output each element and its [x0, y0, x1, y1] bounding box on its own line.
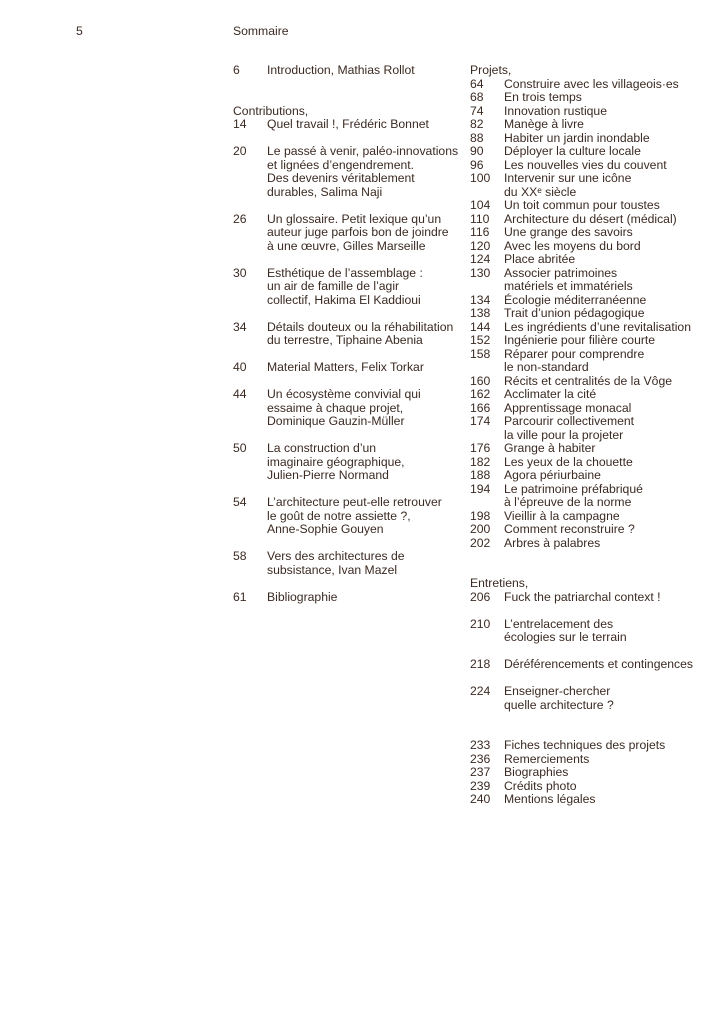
toc-entry-title: Comment reconstruire ? — [504, 522, 635, 536]
toc-page-number: 236 — [470, 751, 491, 766]
toc-entry[interactable] — [233, 118, 478, 132]
toc-entry-title: Apprentissage monacal — [504, 400, 632, 415]
toc-entry-title: Esthétique de l’assemblage : un air de famille de l’agir collectif, Hakima El Kaddioui — [267, 265, 423, 307]
toc-entry[interactable] — [233, 591, 478, 605]
toc-entry[interactable] — [470, 334, 715, 348]
toc-entry-title: Habiter un jardin inondable — [504, 130, 650, 145]
toc-page-number: 120 — [470, 238, 491, 253]
toc-right-column — [470, 64, 715, 807]
toc-entry[interactable] — [470, 375, 715, 389]
projets-list — [470, 78, 715, 551]
toc-entry-title: Arbres à palabres — [504, 535, 601, 550]
section-heading-contributions: Contributions, — [233, 103, 309, 118]
toc-entry[interactable] — [470, 267, 715, 294]
toc-entry[interactable] — [470, 793, 715, 807]
toc-entry-title: Quel travail !, Frédéric Bonnet — [267, 117, 429, 131]
toc-entry[interactable] — [233, 442, 478, 483]
page-number: 5 — [76, 24, 83, 38]
toc-entry[interactable] — [233, 213, 478, 254]
toc-entry-title: Avec les moyens du bord — [504, 238, 641, 253]
toc-page-number: 34 — [233, 319, 247, 334]
toc-entry[interactable] — [470, 739, 715, 753]
toc-entry-title: Fiches techniques des projets — [504, 738, 666, 752]
toc-page-number: 138 — [470, 306, 491, 320]
toc-page-number: 166 — [470, 400, 491, 415]
contributions-list — [233, 118, 478, 604]
toc-page-number: 200 — [470, 522, 491, 536]
toc-entry-title: Récits et centralités de la Vôge — [504, 373, 673, 388]
toc-entry-title: Les yeux de la chouette — [504, 454, 633, 469]
toc-page-number: 40 — [233, 360, 247, 374]
toc-page-number: 54 — [233, 495, 247, 509]
toc-page-number: 90 — [470, 144, 484, 158]
toc-entry[interactable] — [470, 766, 715, 780]
toc-page-number: 74 — [470, 103, 484, 118]
toc-entry-title: Ingénierie pour filière courte — [504, 333, 656, 347]
toc-entry-title: Les nouvelles vies du couvent — [504, 157, 667, 172]
toc-entry-title: Introduction, Mathias Rollot — [267, 63, 415, 77]
toc-page-number: 152 — [470, 333, 491, 347]
toc-entry[interactable] — [470, 132, 715, 146]
toc-page-number: 130 — [470, 265, 491, 280]
toc-page-number: 224 — [470, 684, 491, 698]
toc-page-number: 158 — [470, 346, 491, 361]
toc-entry-title: Biographies — [504, 765, 569, 779]
toc-entry[interactable] — [470, 658, 715, 672]
page-title: Sommaire — [233, 24, 289, 38]
toc-entry[interactable] — [233, 388, 478, 429]
toc-page-number: 58 — [233, 549, 247, 563]
toc-entry-title: L’entrelacement des écologies sur le terrain — [504, 616, 627, 644]
toc-page-number: 50 — [233, 441, 247, 455]
toc-entry[interactable] — [233, 550, 478, 577]
toc-entry[interactable] — [233, 145, 478, 199]
section-heading-projets: Projets, — [470, 63, 512, 77]
toc-page-number: 116 — [470, 225, 490, 239]
toc-entry-title: Crédits photo — [504, 778, 577, 793]
toc-entry[interactable] — [470, 469, 715, 483]
toc-entry-title: Manège à livre — [504, 117, 584, 131]
toc-entry[interactable] — [470, 402, 715, 416]
toc-page-number: 198 — [470, 508, 491, 523]
toc-entry[interactable] — [470, 199, 715, 213]
toc-entry[interactable] — [470, 159, 715, 173]
toc-entry[interactable] — [470, 780, 715, 794]
toc-page-number: 233 — [470, 738, 491, 752]
toc-entry-title: Réparer pour comprendre le non-standard — [504, 346, 645, 374]
toc-entry[interactable] — [470, 253, 715, 267]
toc-entry-title: Un toit commun pour toustes — [504, 198, 660, 212]
toc-entry[interactable] — [470, 388, 715, 402]
toc-entry-title: Déployer la culture locale — [504, 144, 641, 158]
toc-page-number: 14 — [233, 117, 247, 131]
toc-page-number: 134 — [470, 292, 491, 307]
toc-page-number: 144 — [470, 319, 491, 334]
toc-entry-introduction[interactable] — [233, 64, 478, 78]
toc-entry-title: Architecture du désert (médical) — [504, 211, 677, 226]
toc-page-number: 20 — [233, 144, 247, 158]
toc-entry[interactable] — [470, 240, 715, 254]
toc-entry-title: Le passé à venir, paléo-innovations et lignées d’engendrement. Des devenirs véritablement durables, Salima Naji — [267, 144, 459, 199]
toc-page-number: 206 — [470, 589, 491, 604]
toc-entry[interactable] — [470, 294, 715, 308]
toc-page-number: 218 — [470, 657, 491, 671]
toc-entry[interactable] — [470, 456, 715, 470]
toc-entry[interactable] — [470, 510, 715, 524]
toc-page-number: 176 — [470, 441, 491, 455]
toc-entry-title: Associer patrimoines matériels et immatériels — [504, 265, 633, 293]
toc-entry-title: Agora périurbaine — [504, 468, 601, 482]
toc-entry[interactable] — [470, 483, 715, 510]
toc-page-number: 188 — [470, 468, 491, 482]
toc-entry-title: Écologie méditerranéenne — [504, 292, 647, 307]
toc-entry[interactable] — [470, 537, 715, 551]
toc-entry-title: Mentions légales — [504, 792, 596, 806]
toc-page-number: 240 — [470, 792, 491, 806]
toc-entry-title: En trois temps — [504, 90, 582, 104]
toc-entry-title: Vers des architectures de subsistance, Ivan Mazel — [267, 549, 405, 577]
toc-entry[interactable] — [470, 442, 715, 456]
toc-entry-title: La construction d’un imaginaire géographique, Julien-Pierre Normand — [267, 441, 405, 482]
toc-entry-title: Innovation rustique — [504, 103, 607, 118]
toc-entry-title: Intervenir sur une icône du XXᵉ siècle — [504, 171, 632, 199]
toc-page-number: 202 — [470, 535, 491, 550]
toc-entry-title: Fuck the patriarchal context ! — [504, 589, 661, 604]
toc-entry-title: Remerciements — [504, 751, 590, 766]
toc-page-number: 30 — [233, 265, 247, 280]
toc-entry[interactable] — [233, 361, 478, 375]
toc-entry-title: Material Matters, Felix Torkar — [267, 360, 424, 374]
toc-entry-title: Détails douteux ou la réhabilitation du terrestre, Tiphaine Abenia — [267, 319, 454, 347]
toc-page-number: 194 — [470, 481, 491, 496]
toc-entry[interactable] — [470, 618, 715, 645]
toc-entry-title: Trait d’union pédagogique — [504, 306, 645, 320]
toc-page-number: 44 — [233, 387, 247, 401]
toc-page-number: 64 — [470, 76, 484, 91]
toc-entry-title: Un écosystème convivial qui essaime à chaque projet, Dominique Gauzin-Müller — [267, 387, 421, 428]
toc-page-number: 68 — [470, 90, 484, 104]
toc-entry-title: Une grange des savoirs — [504, 225, 633, 239]
toc-entry[interactable] — [470, 348, 715, 375]
toc-page-number: 61 — [233, 589, 247, 604]
toc-entry[interactable] — [233, 496, 478, 537]
annexes-list — [470, 739, 715, 807]
toc-entry-title: Enseigner-chercher quelle architecture ? — [504, 684, 614, 712]
toc-entry-title: Un glossaire. Petit lexique qu’un auteur juge parfois bon de joindre à une œuvre, Gilles Marseille — [267, 211, 449, 253]
toc-entry[interactable] — [470, 78, 715, 92]
toc-entry-title: Déréférencements et contingences — [504, 657, 694, 671]
toc-entry[interactable] — [470, 591, 715, 605]
toc-entry[interactable] — [470, 415, 715, 442]
toc-entry-title: Acclimater la cité — [504, 387, 597, 401]
toc-page-number: 6 — [233, 63, 240, 77]
toc-entry[interactable] — [470, 118, 715, 132]
toc-page-number: 239 — [470, 778, 491, 793]
toc-entry-title: Place abritée — [504, 252, 576, 266]
toc-entry[interactable] — [470, 226, 715, 240]
toc-entry[interactable] — [470, 753, 715, 767]
toc-page-number: 104 — [470, 198, 491, 212]
toc-entry[interactable] — [470, 172, 715, 199]
toc-page-number: 82 — [470, 117, 484, 131]
toc-page-number: 182 — [470, 454, 491, 469]
toc-entry[interactable] — [470, 105, 715, 119]
toc-entry[interactable] — [470, 145, 715, 159]
toc-page-number: 237 — [470, 765, 491, 779]
toc-entry[interactable] — [470, 213, 715, 227]
toc-page-number: 110 — [470, 211, 490, 226]
toc-entry[interactable] — [470, 685, 715, 712]
toc-page-number: 160 — [470, 373, 491, 388]
toc-entry[interactable] — [233, 321, 478, 348]
toc-page-number: 26 — [233, 211, 247, 226]
toc-entry[interactable] — [470, 523, 715, 537]
toc-page-number: 96 — [470, 157, 484, 172]
toc-page-number: 174 — [470, 414, 491, 428]
toc-entry-title: Construire avec les villageois·es — [504, 76, 679, 91]
toc-entry-title: Le patrimoine préfabriqué à l’épreuve de la norme — [504, 481, 643, 509]
toc-entry-title: Bibliographie — [267, 589, 338, 604]
toc-entry-title: Les ingrédients d’une revitalisation — [504, 319, 691, 334]
toc-page-number: 124 — [470, 252, 491, 266]
toc-entry-title: Grange à habiter — [504, 441, 596, 455]
section-heading-entretiens: Entretiens, — [470, 576, 529, 590]
toc-left-column — [233, 64, 478, 604]
toc-entry[interactable] — [233, 267, 478, 308]
toc-entry-title: Parcourir collectivement la ville pour la projeter — [504, 414, 635, 442]
toc-page-number: 100 — [470, 171, 491, 185]
toc-page-number: 88 — [470, 130, 484, 145]
toc-page-number: 162 — [470, 387, 491, 401]
toc-entry[interactable] — [470, 307, 715, 321]
toc-page-number: 210 — [470, 616, 491, 631]
toc-entry-title: L’architecture peut-elle retrouver le goût de notre assiette ?, Anne-Sophie Gouyen — [267, 495, 442, 536]
toc-entry-title: Vieillir à la campagne — [504, 508, 620, 523]
toc-entry[interactable] — [470, 91, 715, 105]
entretiens-list — [470, 591, 715, 713]
toc-entry[interactable] — [470, 321, 715, 335]
